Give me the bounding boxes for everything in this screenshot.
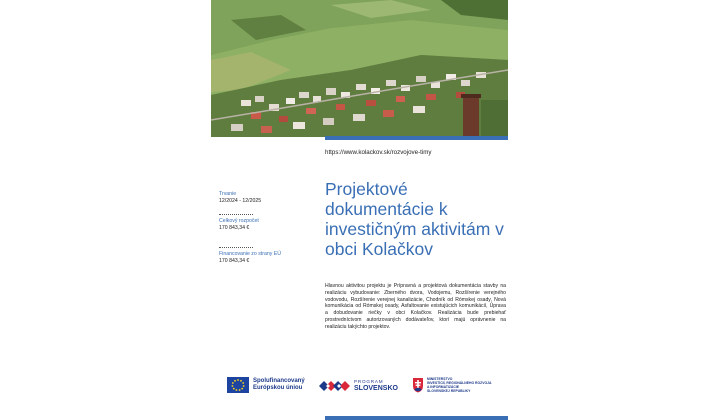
logo-strip [227, 377, 497, 399]
project-url[interactable]: https://www.kolackov.sk/rozvojove-timy [325, 149, 432, 156]
eu-funding-label: Financovanie zo strany EÚ [219, 251, 281, 257]
eu-flag-icon [227, 377, 249, 393]
program-slovensko-logo [317, 377, 398, 395]
project-title: Projektové dokumentácie k investičným aktivitám v obci Kolačkov [325, 179, 504, 259]
duration-label: Trvanie [219, 191, 237, 197]
ministry-logo [412, 377, 505, 393]
project-description: Hlavnou aktivitou projektu je Prípravná a projektová dokumentácia stavby na realizáciu vybudovanie: Zberného dvora, Vodojemu, Rozšírenie verejného vodovodu, Rozšírenie verejnej kanalizácie, Chodník od Rómskej osady, Nová komunikácia od Rómskej osady, Asfaltovanie existujúcich komunikácií, Úprava a dobudovanie riečky v obci Kolačkov. Realizácia bude prebiehať prostredníctvom autorizovaných dodávateľov, ktorí majú oprávnenie na realizáciu takýchto projektov. [325, 283, 506, 330]
bottom-accent-bar [325, 416, 508, 420]
ministry-line3: A INFORMATIZÁCIE [427, 385, 460, 389]
eu-cofunded-text [253, 378, 305, 392]
budget-label: Celkový rozpočet [219, 218, 259, 224]
program-slovensko-icon [317, 377, 351, 395]
ministry-line2: INVESTÍCIÍ, REGIONÁLNEHO ROZVOJA [427, 381, 492, 385]
program-small-text: PROGRAM [354, 379, 384, 384]
program-big-text: SLOVENSKO [354, 385, 398, 392]
separator [219, 214, 253, 215]
village-photo [211, 0, 508, 137]
slovak-coat-of-arms-icon [412, 377, 424, 393]
photo-accent-bar [325, 136, 508, 140]
ministry-text [427, 377, 505, 393]
separator [219, 247, 253, 248]
ministry-line4: SLOVENSKEJ REPUBLIKY [427, 389, 471, 393]
program-slovensko-text [354, 379, 398, 393]
meta-eu-funding [219, 247, 281, 265]
eu-line1: Spolufinancovaný [253, 378, 305, 384]
duration-value: 12/2024 - 12/2025 [219, 198, 262, 204]
meta-duration [219, 191, 261, 205]
budget-value: 170 843,34 € [219, 225, 250, 231]
eu-cofunded-logo [227, 377, 305, 393]
eu-line2: Európskou úniou [253, 385, 303, 391]
eu-funding-value: 170 843,34 € [219, 258, 250, 264]
poster-page [211, 0, 508, 420]
meta-budget [219, 214, 259, 232]
ministry-line1: MINISTERSTVO [427, 377, 453, 381]
